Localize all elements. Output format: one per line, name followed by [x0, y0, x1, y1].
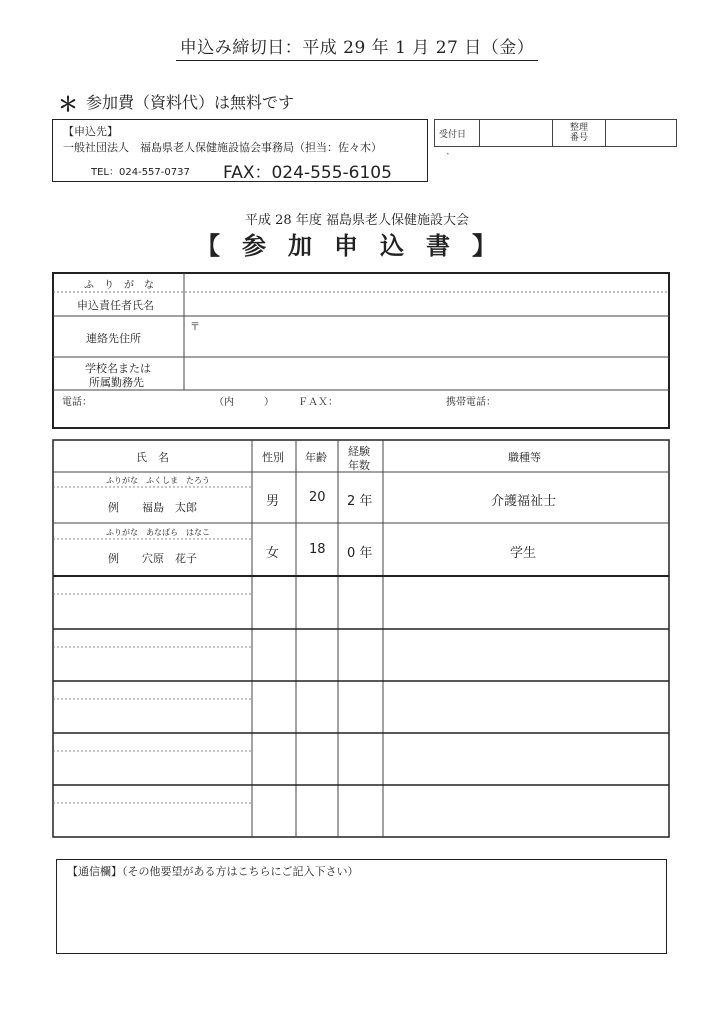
furigana-label: ふ り が な: [84, 280, 154, 291]
asterisk-icon: ＊: [58, 92, 78, 116]
school-label-2: 所属勤務先: [89, 376, 144, 389]
extension-label: （内 ）: [214, 397, 274, 408]
example2-furigana: ふりがな あなばら はなこ: [106, 528, 210, 537]
school-label-1: 学校名または: [85, 362, 151, 375]
deadline-text: 申込み締切日：平成 29 年 1 月 27 日（金）: [176, 38, 539, 61]
contact-tel: TEL：024-557-0737: [91, 167, 190, 178]
entry-row-4-name-field[interactable]: [54, 734, 251, 784]
fee-note-text: 参加費（資料代）は無料です: [86, 93, 295, 112]
header-exp-1: 経験: [348, 445, 370, 458]
example1-name: 福島 太郎: [142, 501, 197, 514]
example2-age: 18: [309, 542, 326, 557]
contact-org: 一般社団法人 福島県老人保健施設協会事務局（担当：佐々木）: [63, 141, 382, 154]
address-field[interactable]: [185, 317, 668, 356]
applicant-name-label: 申込責任者氏名: [77, 299, 154, 312]
address-label: 連絡先住所: [86, 332, 141, 345]
header-job: 職種等: [508, 451, 541, 464]
postal-mark: 〒: [190, 322, 200, 333]
phone-label: 電話：: [62, 397, 92, 408]
communication-label: 【通信欄】（その他要望がある方はこちらにご記入下さい）: [67, 865, 359, 878]
example2-job: 学生: [510, 546, 537, 561]
subtitle: 平成 28 年度 福島県老人保健施設大会: [245, 213, 469, 228]
applicant-furigana-field[interactable]: [185, 293, 668, 315]
example1-job: 介護福祉士: [491, 494, 557, 509]
example1-gender: 男: [266, 494, 280, 509]
header-exp-2: 年数: [348, 459, 370, 472]
header-name: 氏 名: [136, 451, 169, 464]
page-title: 【参加申込書】: [196, 231, 518, 260]
fax-label: ＦＡＸ：: [298, 397, 338, 408]
scan-dot: •: [446, 151, 450, 158]
mobile-label: 携帯電話：: [446, 397, 496, 408]
example2-exp: 0 年: [347, 546, 373, 561]
example2-name: 穴原 花子: [142, 552, 197, 565]
entry-row-5-name-field[interactable]: [54, 786, 251, 836]
entry-row-2-name-field[interactable]: [54, 630, 251, 680]
example1-age: 20: [309, 490, 326, 505]
example1-furigana: ふりがな ふくしま たろう: [106, 476, 210, 485]
example1-exp: 2 年: [347, 494, 373, 509]
received-label: 受付日: [435, 120, 480, 147]
example2-prefix: 例: [108, 552, 119, 565]
header-gender: 性別: [262, 451, 284, 464]
serial-label-1: 整理: [569, 123, 588, 133]
example2-gender: 女: [266, 546, 280, 561]
entry-row-3-name-field[interactable]: [54, 682, 251, 732]
entry-row-1-name-field[interactable]: [54, 578, 251, 628]
contact-fax: FAX：024-555-6105: [223, 163, 392, 183]
contact-label: 【申込先】: [63, 125, 118, 138]
header-age: 年齢: [305, 451, 327, 464]
example1-prefix: 例: [108, 501, 119, 514]
communication-box[interactable]: [56, 859, 667, 954]
serial-label-2: 番号: [569, 133, 588, 143]
